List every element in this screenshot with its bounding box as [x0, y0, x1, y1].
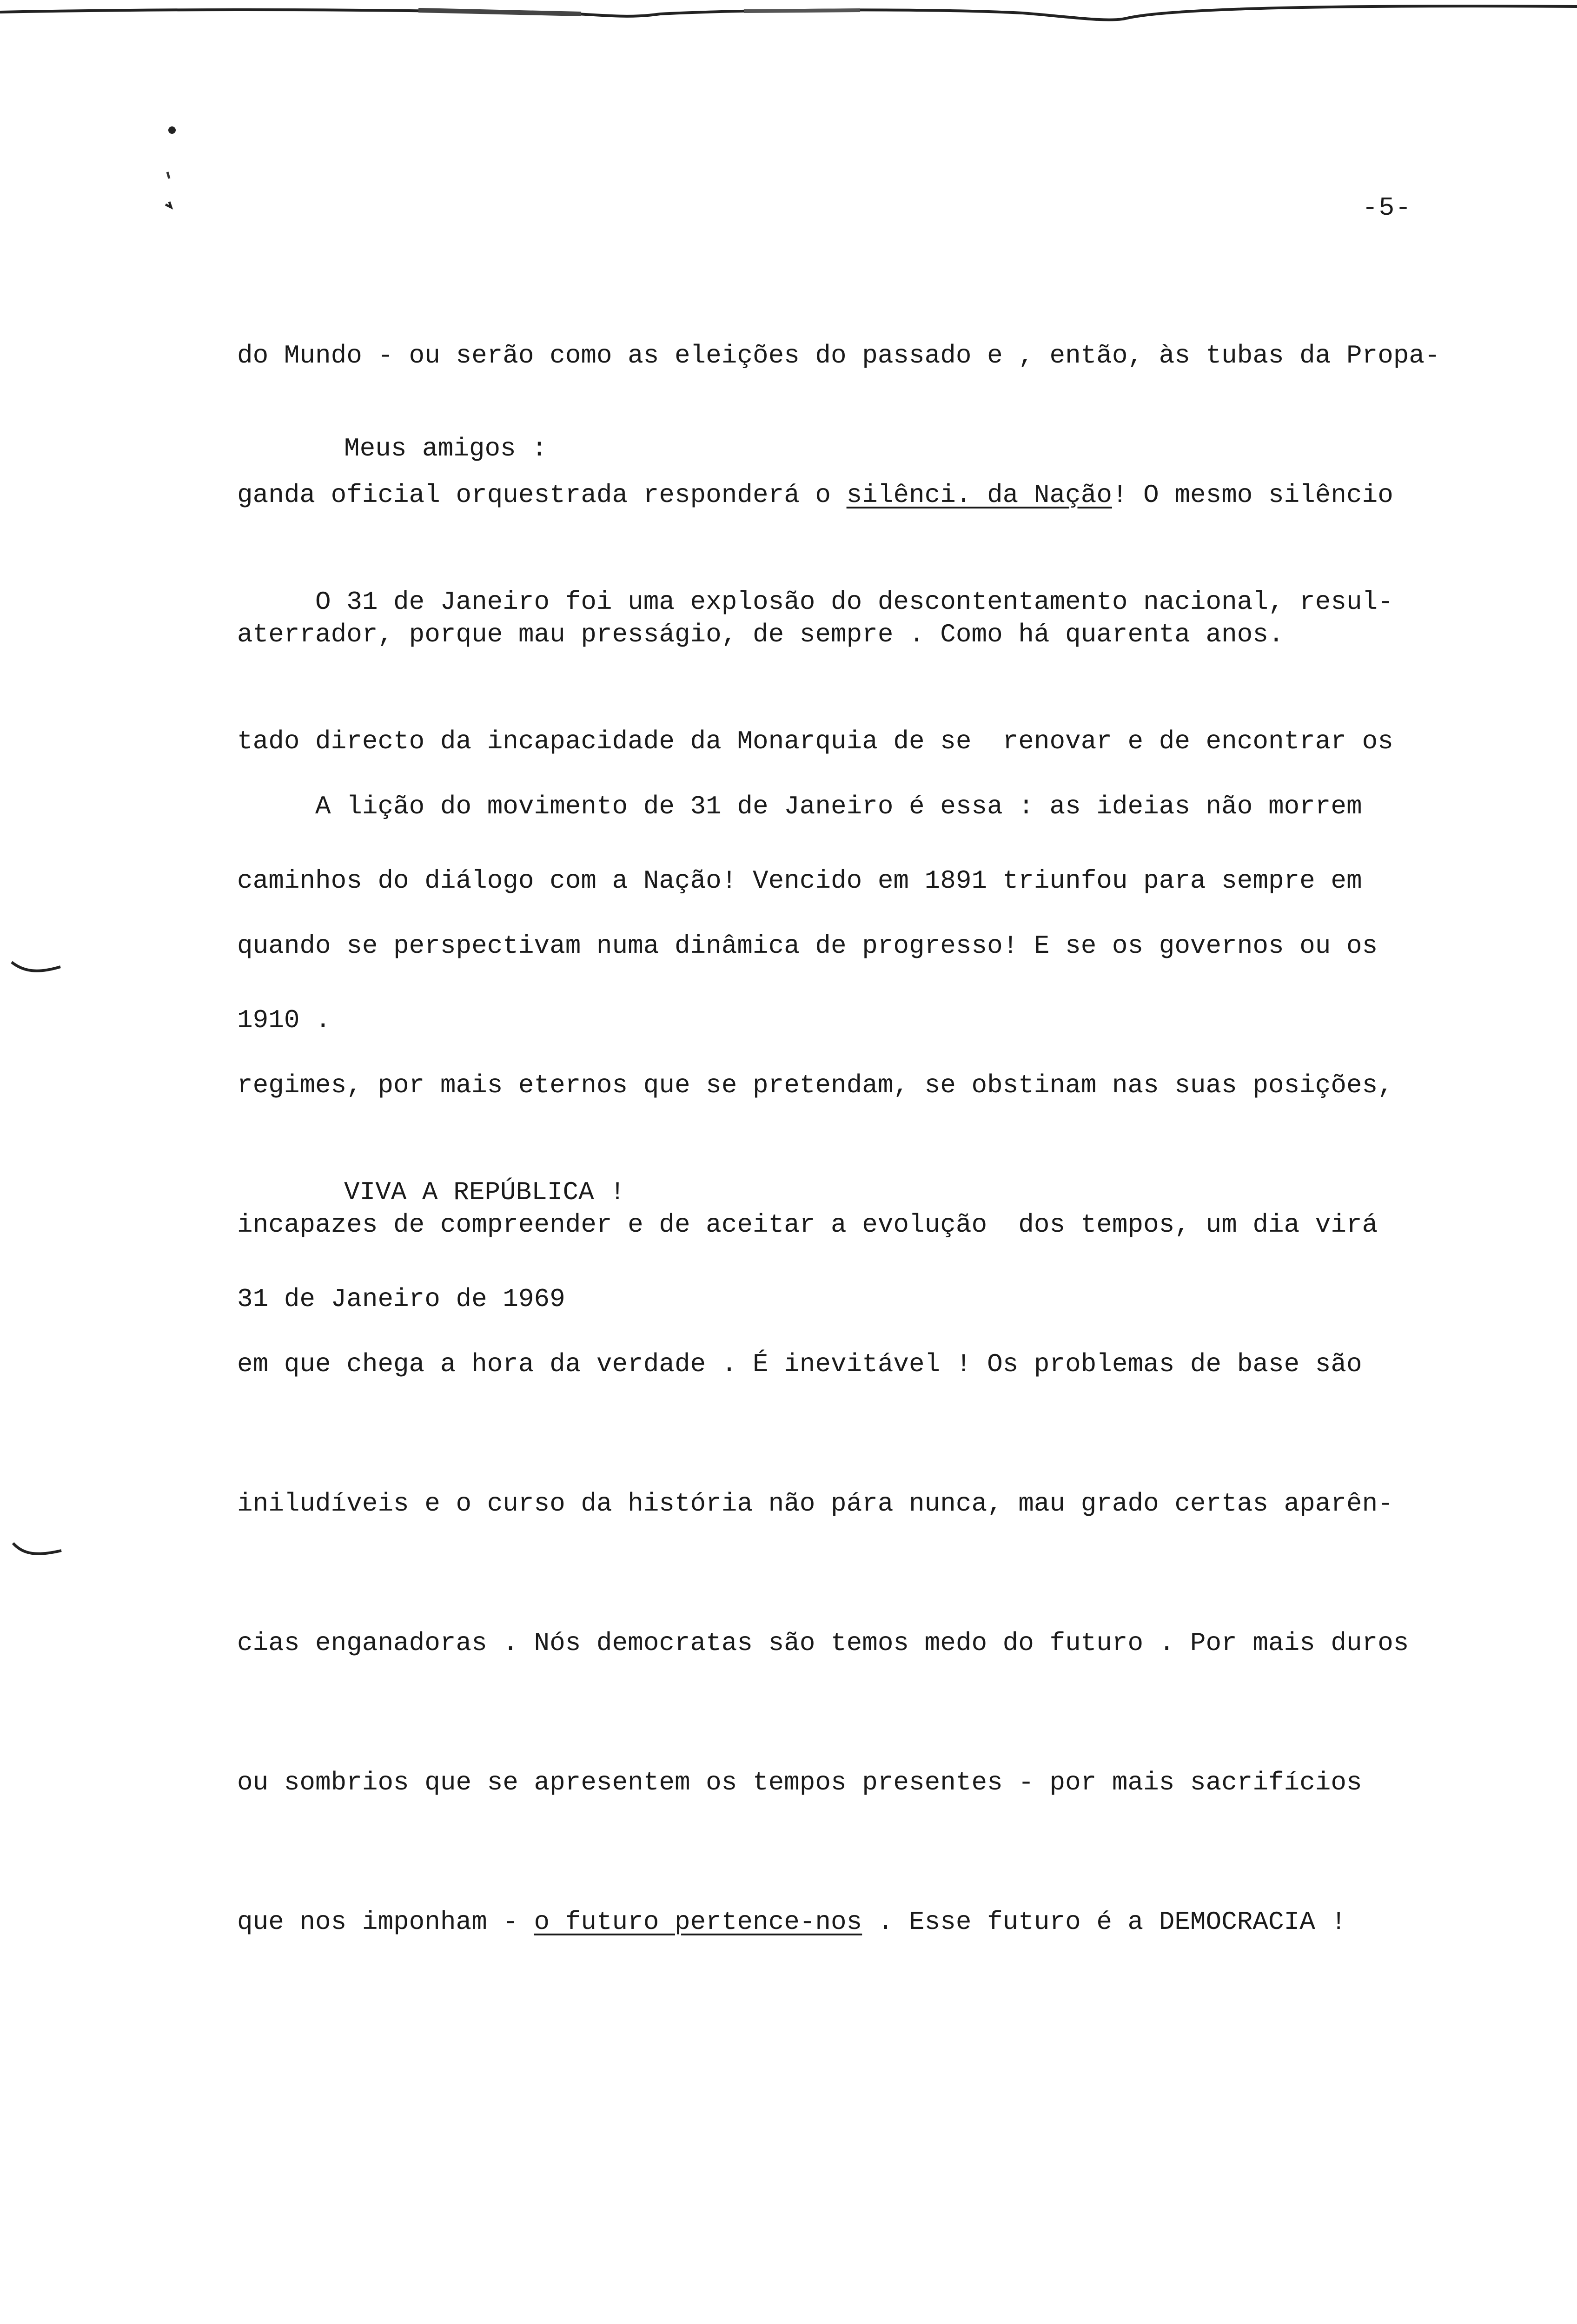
text-fragment: ! O mesmo silêncio [1112, 480, 1393, 510]
text-line [237, 1899, 1446, 1945]
closing-exclamation: VIVA A REPÚBLICA ! [344, 1177, 625, 1207]
text-line: 1910 . [237, 1005, 331, 1035]
text-line: ou sombrios que se apresentem os tempos presentes - por mais sacrifícios [237, 1768, 1362, 1797]
text-line: iniludíveis e o curso da história não pára nunca, mau grado certas aparên- [237, 1489, 1393, 1519]
margin-speck-marks [158, 121, 186, 214]
salutation: Meus amigos : [344, 434, 547, 463]
scan-edge-top [0, 0, 1577, 28]
text-line: do Mundo - ou serão como as eleições do passado e , então, às tubas da Propa- [237, 341, 1440, 370]
text-line: quando se perspectivam numa dinâmica de progresso! E se os governos ou os [237, 931, 1378, 961]
underlined-phrase: silênci. da Nação [846, 480, 1112, 510]
text-line: caminhos do diálogo com a Nação! Vencido em 1891 triunfou para sempre em [237, 866, 1362, 896]
text-fragment: . Esse futuro é a DEMOCRACIA ! [862, 1907, 1347, 1937]
text-line: regimes, por mais eternos que se pretendam, se obstinam nas suas posições, [237, 1070, 1393, 1100]
text-line: A lição do movimento de 31 de Janeiro é essa : as ideias não morrem [237, 792, 1362, 821]
text-line: aterrador, porque mau presságio, de sempre . Como há quarenta anos. [237, 620, 1284, 649]
underlined-phrase: o futuro pertence-nos [534, 1907, 862, 1937]
text-line: cias enganadoras . Nós democratas são temos medo do futuro . Por mais duros [237, 1628, 1409, 1658]
text-line: incapazes de compreender e de aceitar a evolução dos tempos, um dia virá [237, 1210, 1378, 1240]
paragraph-licao [237, 690, 1446, 2038]
page-number: -5- [1362, 193, 1412, 223]
margin-tick-mark-1 [9, 953, 65, 990]
margin-tick-mark-2 [9, 1534, 65, 1571]
document-date: 31 de Janeiro de 1969 [237, 1284, 565, 1314]
text-line: O 31 de Janeiro foi uma explosão do descontentamento nacional, resul- [237, 587, 1393, 617]
text-fragment: que nos imponham - [237, 1907, 534, 1937]
text-line: tado directo da incapacidade da Monarquia de se renovar e de encontrar os [237, 726, 1393, 756]
text-line: em que chega a hora da verdade . É inevitável ! Os problemas de base são [237, 1349, 1362, 1379]
text-fragment: ganda oficial orquestrada responderá o [237, 480, 847, 510]
